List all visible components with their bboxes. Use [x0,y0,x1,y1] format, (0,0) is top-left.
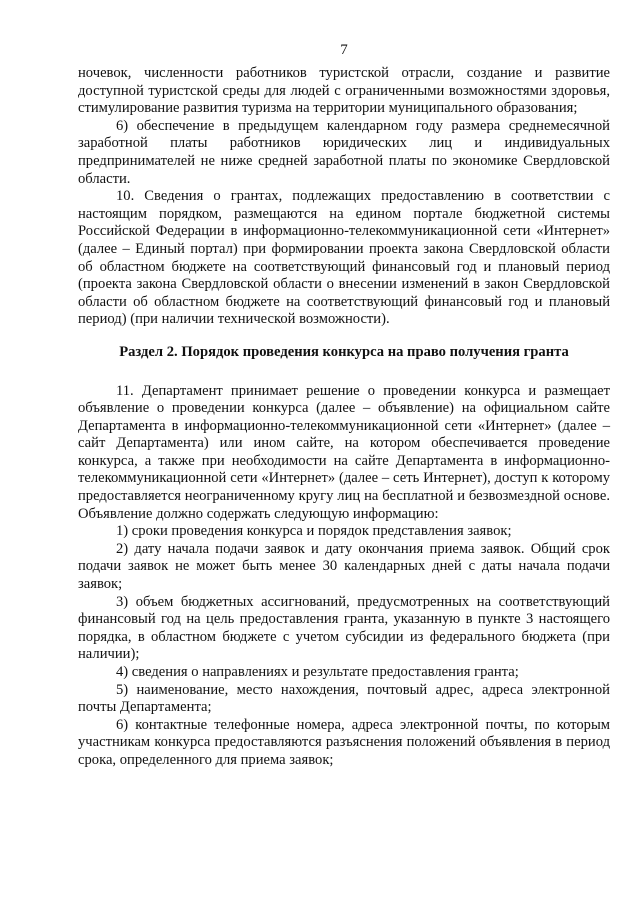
list-item-contact-information: 6) контактные телефонные номера, адреса электронной почты, по которым участникам конкурса предоставляются разъяснения положений объявления в период срока, определенного для приема заявок; [78,716,610,768]
list-item-department-address: 5) наименование, место нахождения, почтовый адрес, адреса электронной почты Департамента; [78,681,610,716]
page-number: 7 [340,42,348,58]
paragraph-tourism-continuation: ночевок, численности работников туристской отрасли, создание и развитие доступной туристской среды для людей с ограниченными возможностями здоровья, стимулирование развития туризма на территории муниципального образования; [78,65,610,117]
list-item-competition-dates: 1) сроки проведения конкурса и порядок представления заявок; [116,523,512,540]
section-title: Раздел 2. Порядок проведения конкурса на право получения гранта [119,343,569,360]
paragraph-competition-announcement-11: 11. Департамент принимает решение о проведении конкурса и размещает объявление о проведении конкурса (далее – объявление) на официальном сайте Департамента в информационно-телекоммуникационной сети «Интернет» (далее – сайт Департамента) или ином сайте, на котором обеспечивается проведение конкурса, а также при необходимости на сайте Департамента в информационно-телекоммуникационной сети «Интернет» (далее – сеть Интернет), доступ к которому предоставляется неограниченному кругу лиц на бесплатной и безвозмездной основе. Объявление должно содержать следующую информацию: [78,382,610,522]
list-item-budget-allocations: 3) объем бюджетных ассигнований, предусмотренных на соответствующий финансовый год на цель предоставления гранта, указанную в пункте 3 настоящего порядка, в областном бюджете с учетом субсидии из федерального бюджета (при наличии); [78,593,610,663]
paragraph-grant-information-10: 10. Сведения о грантах, подлежащих предоставлению в соответствии с настоящим порядком, размещаются на едином портале бюджетной системы Российской Федерации в информационно-телекоммуникационной сети «Интернет» (далее – Единый портал) при формировании проекта закона Свердловской области об областном бюджете на соответствующий финансовый год и плановый период (проекта закона Свердловской области о внесении изменений в закон Свердловской области об областном бюджете на соответствующий финансовый год и плановый период) (при наличии технической возможности). [78,188,610,328]
paragraph-salary-requirement: 6) обеспечение в предыдущем календарном году размера среднемесячной заработной платы работников юридических лиц и индивидуальных предпринимателей не ниже средней заработной платы по экономике Свердловской области. [78,117,610,187]
list-item-application-dates: 2) дату начала подачи заявок и дату окончания приема заявок. Общий срок подачи заявок не может быть менее 30 календарных дней с даты начала подачи заявок; [78,540,610,593]
list-item-grant-directions: 4) сведения о направлениях и результате предоставления гранта; [116,664,519,680]
